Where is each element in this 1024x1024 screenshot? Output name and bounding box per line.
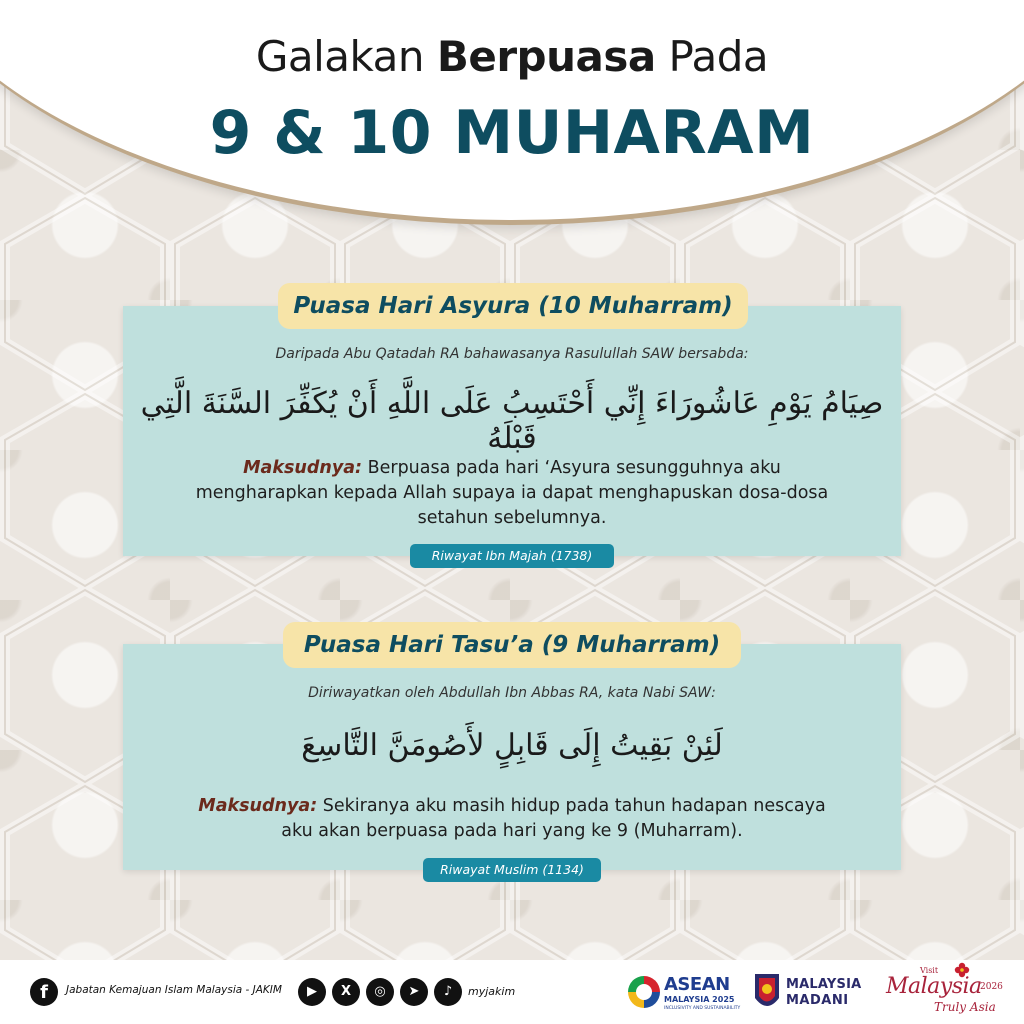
hadith-meaning <box>180 456 844 531</box>
title-suffix: Pada <box>655 32 769 81</box>
madani-logo-line1: MALAYSIA <box>786 977 862 992</box>
organization-name: Jabatan Kemajuan Islam Malaysia - JAKIM <box>66 984 282 996</box>
narrator-text: Daripada Abu Qatadah RA bahawasanya Rasulullah SAW bersabda: <box>275 346 749 362</box>
youtube-icon[interactable]: ▶ <box>298 978 326 1006</box>
visit-logo-small: Visit <box>920 966 939 975</box>
asean-logo-tagline: INCLUSIVITY AND SUSTAINABILITY <box>664 1006 741 1011</box>
card-title-tasua: Puasa Hari Tasu’a (9 Muharram) <box>283 622 741 668</box>
meaning-label: Maksudnya: <box>243 458 363 478</box>
title-bold-word: Berpuasa <box>436 32 656 81</box>
visit-logo-main: Malaysia <box>886 974 982 999</box>
visit-logo-tagline: Truly Asia <box>934 1000 996 1014</box>
arabic-hadith-text: صِيَامُ يَوْمِ عَاشُورَاءَ إِنِّي أَحْتَسِبُ عَلَى اللَّهِ أَنْ يُكَفِّرَ السَّنَةَ الَّتِي قَبْلَهُ <box>140 386 884 456</box>
facebook-icon[interactable]: f <box>30 978 58 1006</box>
hadith-meaning <box>180 794 844 844</box>
meaning-text: Sekiranya aku masih hidup pada tahun hadapan nescaya aku akan berpuasa pada hari yang ke 9 (Muharram). <box>281 796 826 841</box>
arabic-hadith-text: لَئِنْ بَقِيتُ إِلَى قَابِلٍ لأَصُومَنَّ التَّاسِعَ <box>301 728 723 763</box>
asean-emblem-icon <box>628 976 660 1008</box>
narrator-text: Diriwayatkan oleh Abdullah Ibn Abbas RA, kata Nabi SAW: <box>308 685 716 701</box>
page-title-line2: 9 & 10 MUHARAM <box>209 98 815 168</box>
social-handle: myjakim <box>468 985 516 998</box>
x-icon[interactable]: X <box>332 978 360 1006</box>
asean-logo-subtitle: MALAYSIA 2025 <box>664 995 735 1004</box>
malaysia-madani-logo <box>752 968 872 1018</box>
visit-logo-year: 2026 <box>980 982 1003 992</box>
madani-logo-line2: MADANI <box>786 993 849 1008</box>
title-prefix: Galakan <box>255 32 437 81</box>
instagram-icon[interactable]: ◎ <box>366 978 394 1006</box>
meaning-label: Maksudnya: <box>198 796 318 816</box>
telegram-icon[interactable]: ➤ <box>400 978 428 1006</box>
source-badge: Riwayat Ibn Majah (1738) <box>410 544 614 568</box>
asean-malaysia-logo <box>628 968 741 1018</box>
meaning-text: Berpuasa pada hari ‘Asyura sesungguhnya aku mengharapkan kepada Allah supaya ia dapat menghapuskan dosa-dosa setahun sebelumnya. <box>195 458 829 528</box>
tiktok-icon[interactable]: ♪ <box>434 978 462 1006</box>
card-title-asyura: Puasa Hari Asyura (10 Muharram) <box>278 283 748 329</box>
madani-emblem-icon <box>752 972 782 1014</box>
page-title-line1 <box>0 32 1024 81</box>
footer-bar <box>0 960 1024 1024</box>
visit-malaysia-logo <box>884 962 1016 1022</box>
asean-logo-title: ASEAN <box>664 974 730 995</box>
source-badge: Riwayat Muslim (1134) <box>423 858 601 882</box>
